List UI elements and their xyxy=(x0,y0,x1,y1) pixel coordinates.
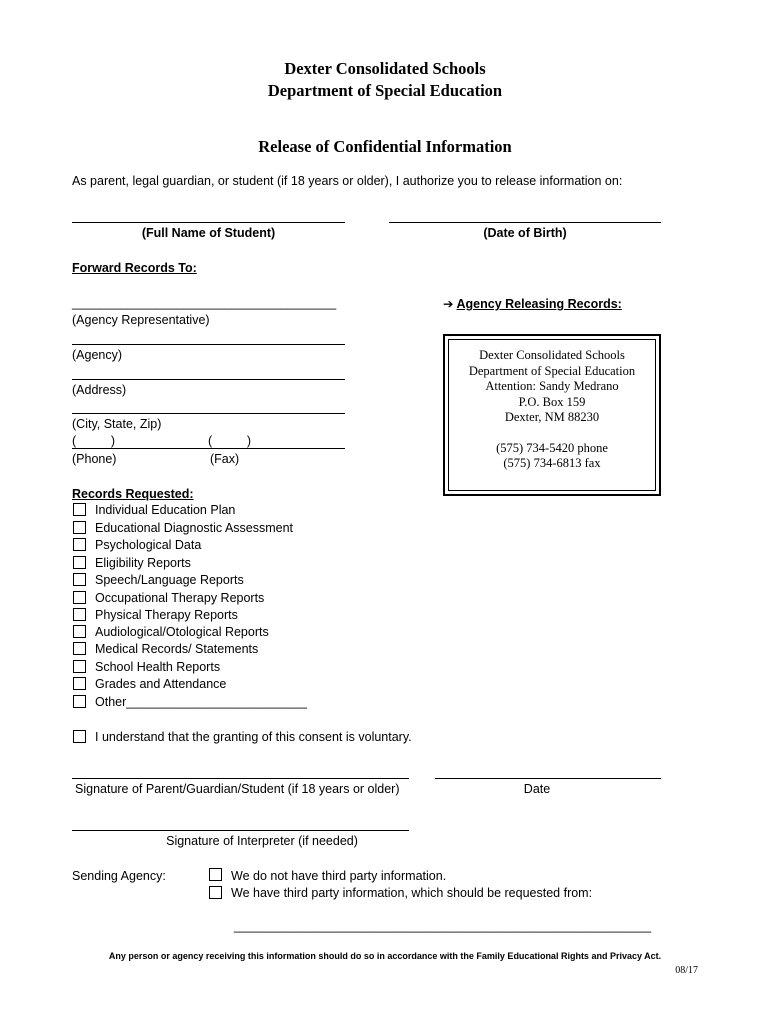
dob-label: (Date of Birth) xyxy=(483,226,567,240)
checkbox-school-health[interactable] xyxy=(73,660,86,673)
sending-agency-label: Sending Agency: xyxy=(72,869,166,883)
checkbox-grades-attendance[interactable] xyxy=(73,677,86,690)
agency-label: (Agency) xyxy=(72,348,123,362)
checkbox-medical-records[interactable] xyxy=(73,642,86,655)
checkbox-has-third-party[interactable] xyxy=(209,886,222,899)
interpreter-signature-label: Signature of Interpreter (if needed) xyxy=(166,834,358,848)
address-line[interactable] xyxy=(72,379,345,380)
records-item: Occupational Therapy Reports xyxy=(95,591,265,605)
records-item: Psychological Data xyxy=(95,538,202,552)
records-item-other: Other__________________________ xyxy=(95,695,308,709)
form-title: Release of Confidential Information xyxy=(258,137,512,156)
records-item: Grades and Attendance xyxy=(95,677,227,691)
releasing-heading-text: Agency Releasing Records: xyxy=(456,297,622,311)
releasing-phone: (575) 734-5420 phone xyxy=(496,440,608,455)
no-third-party-text: We do not have third party information. xyxy=(231,869,447,883)
city-state-zip-label: (City, State, Zip) xyxy=(72,417,162,431)
org-title: Dexter Consolidated Schools xyxy=(284,59,486,78)
records-item: Eligibility Reports xyxy=(95,556,191,570)
agency-rep-line[interactable]: ______________________________________ xyxy=(72,296,337,310)
records-item: Individual Education Plan xyxy=(95,503,236,517)
student-name-label: (Full Name of Student) xyxy=(141,226,276,240)
checkbox-iep[interactable] xyxy=(73,503,86,516)
records-item: Physical Therapy Reports xyxy=(95,608,238,622)
has-third-party-text: We have third party information, which should be requested from: xyxy=(231,886,593,900)
intro-text: As parent, legal guardian, or student (if 18 years or older), I authorize you to release information on: xyxy=(72,174,623,188)
phone-label: (Phone) xyxy=(72,452,117,466)
date-line[interactable] xyxy=(435,778,661,779)
releasing-line-4: P.O. Box 159 xyxy=(518,394,586,409)
dob-line[interactable] xyxy=(389,222,661,223)
checkbox-physical-therapy[interactable] xyxy=(73,608,86,621)
records-item: Medical Records/ Statements xyxy=(95,642,259,656)
releasing-line-3: Attention: Sandy Medrano xyxy=(485,379,619,393)
interpreter-signature-line[interactable] xyxy=(72,830,409,831)
checkbox-consent[interactable] xyxy=(73,730,86,743)
ferpa-notice: Any person or agency receiving this information should do so in accordance with the Family Educational Rights and Privacy Act. xyxy=(108,951,662,961)
third-party-source-line[interactable]: ____________________________________________________________ xyxy=(234,919,652,933)
records-item: Educational Diagnostic Assessment xyxy=(95,521,294,535)
parent-signature-line[interactable] xyxy=(72,778,409,779)
releasing-spacer xyxy=(445,426,659,441)
records-item: Audiological/Otological Reports xyxy=(95,625,269,639)
releasing-line-5: Dexter, NM 88230 xyxy=(504,410,600,424)
fax-label: (Fax) xyxy=(210,452,240,466)
fax-area-code: ( ) xyxy=(208,434,252,448)
agency-rep-label: (Agency Representative) xyxy=(72,313,210,327)
checkbox-occupational-therapy[interactable] xyxy=(73,591,86,604)
releasing-heading xyxy=(443,296,622,311)
records-requested-heading: Records Requested: xyxy=(72,487,194,501)
form-revision-code: 08/17 xyxy=(675,965,698,976)
releasing-line-1: Dexter Consolidated Schools xyxy=(479,348,625,362)
records-item: Speech/Language Reports xyxy=(95,573,244,587)
city-state-zip-line[interactable] xyxy=(72,413,345,414)
checkbox-no-third-party[interactable] xyxy=(209,868,222,881)
dept-title: Department of Special Education xyxy=(267,81,503,100)
checkbox-other[interactable] xyxy=(73,695,86,708)
records-item: School Health Reports xyxy=(95,660,221,674)
releasing-agency-address xyxy=(445,348,659,472)
checkbox-psychological-data[interactable] xyxy=(73,538,86,551)
checkbox-diagnostic-assessment[interactable] xyxy=(73,521,86,534)
forward-records-heading: Forward Records To: xyxy=(72,261,197,275)
releasing-line-2: Department of Special Education xyxy=(468,363,636,378)
releasing-fax: (575) 734-6813 fax xyxy=(503,456,601,470)
date-label: Date xyxy=(523,782,551,796)
phone-fax-line[interactable] xyxy=(72,448,345,449)
student-name-line[interactable] xyxy=(72,222,345,223)
parent-signature-label: Signature of Parent/Guardian/Student (if 18 years or older) xyxy=(75,782,400,796)
checkbox-audiological[interactable] xyxy=(73,625,86,638)
checkbox-speech-language[interactable] xyxy=(73,573,86,586)
phone-area-code: ( ) xyxy=(72,434,116,448)
agency-line[interactable] xyxy=(72,344,345,345)
arrow-right-icon: ➔ xyxy=(443,297,454,311)
releasing-agency-box xyxy=(443,334,661,496)
consent-text: I understand that the granting of this consent is voluntary. xyxy=(95,730,412,744)
checkbox-eligibility-reports[interactable] xyxy=(73,556,86,569)
address-label: (Address) xyxy=(72,383,127,397)
